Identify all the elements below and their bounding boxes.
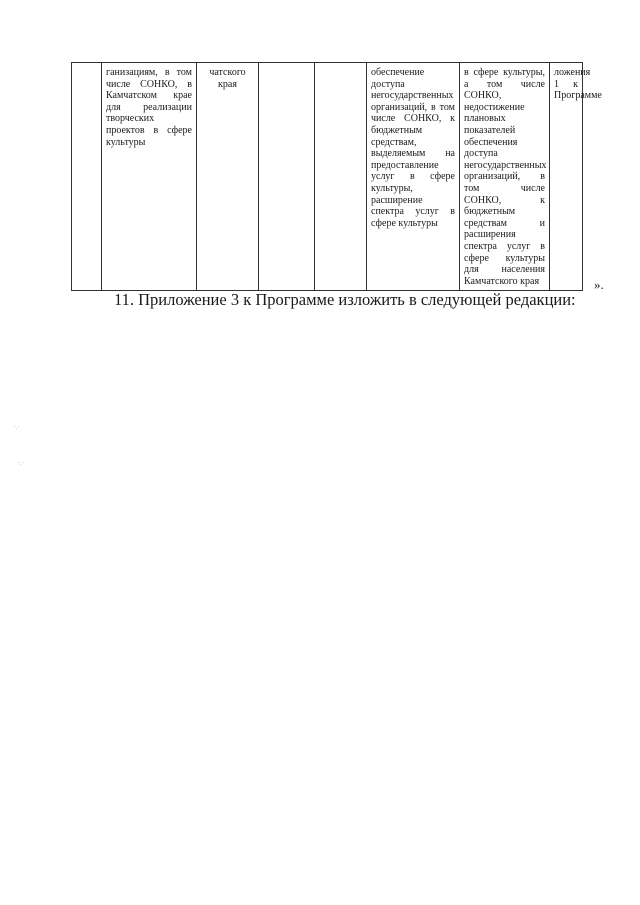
scan-artifact: ·.· <box>14 424 20 431</box>
table-cell-measure: ганизациям, в том числе СОНКО, в Камчатском крае для реализации творческих проектов в сфере культуры <box>102 63 197 291</box>
amendment-statement: 11. Приложение 3 к Программе изложить в следующей редакции: <box>114 290 576 309</box>
table-cell-consequences: в сфере культуры, а том числе СОНКО, недостижение плановых показателей обеспечения доступа негосударственных организаций, в том числе СОНКО, к бюджетным средствам и расширения спектра услуг в сфере культуры для населения Камчатского края <box>460 63 550 291</box>
table-cell-number <box>72 63 102 291</box>
measures-table-fragment <box>71 62 602 291</box>
scan-artifact: ·.· <box>18 460 24 467</box>
table-cell-start <box>259 63 315 291</box>
table-cell-link: ложения 1 к Программе <box>550 63 583 291</box>
table-cell-expected-result: обеспечение доступа негосударственных организаций, в том числе СОНКО, к бюджетным средствам, выделяемым на предоставление услуг в сфере культуры, расширение спектра услуг в сфере культуры <box>367 63 460 291</box>
closing-quote: ». <box>594 277 604 292</box>
table-cell-executor: чатского края <box>197 63 259 291</box>
table-cell-end <box>315 63 367 291</box>
table-row <box>72 63 583 291</box>
